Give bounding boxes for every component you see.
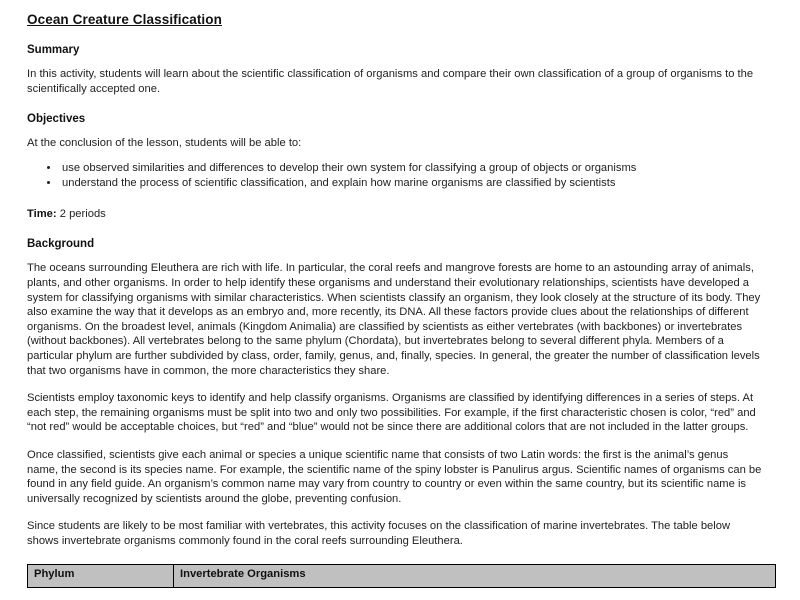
objectives-list xyxy=(27,161,762,191)
list-item: • use observed similarities and differences to develop their own system for classifying a group of objects or organisms xyxy=(60,161,762,176)
section-heading-summary: Summary xyxy=(27,44,80,56)
summary-paragraph: In this activity, students will learn about the scientific classification of organisms and compare their own classification of a group of organisms to the scientifically accepted one. xyxy=(27,68,754,95)
page-title: Ocean Creature Classification xyxy=(27,12,222,27)
background-paragraph-3: Once classified, scientists give each animal or species a unique scientific name that consists of two Latin words: the first is the animal’s genus name, the second is its species name. For example, the scientific name of the spiny lobster is Panulirus argus. Scientific names of organisms can be found in any field guide. An organism’s common name may vary from country to country or even within the same country, but its scientific name is universally recognized by scientists around the globe, preventing confusion. xyxy=(27,448,762,505)
objectives-intro: At the conclusion of the lesson, students will be able to: xyxy=(27,137,302,150)
table-header-phylum: Phylum xyxy=(28,565,174,588)
time-value: 2 periods xyxy=(59,207,106,220)
background-paragraph-1: The oceans surrounding Eleuthera are rich with life. In particular, the coral reefs and mangrove forests are home to an astounding array of animals, plants, and other organisms. In order to help identify these organisms and understand their evolutionary relationships, scientists have developed a system for classifying organisms with similar characteristics. When scientists classify an organism, they look closely at the structure of its body. They also examine the way that it develops as an embryo and, more recently, its DNA. All these factors provide clues about the relationships of different organisms. On the broadest level, animals (Kingdom Animalia) are classified by scientists as either vertebrates (with backbones) or invertebrates (without backbones). All vertebrates belong to the same phylum (Chordata), but invertebrates belong to several different phyla. Members of a particular phylum are further subdivided by class, order, family, genus, and, finally, species. In general, the greater the number of classification levels that two organisms have in common, the more characteristics they share. xyxy=(27,262,761,377)
background-paragraph-2: Scientists employ taxonomic keys to identify and help classify organisms. Organisms are classified by identifying differences in a series of steps. At each step, the remaining organisms must be split into two and only two possibilities. For example, if the first characteristic chosen is color, “red” and “not red” would be acceptable choices, but “red” and “blue” would not be since there are additional colors that are not included in the latter groups. xyxy=(27,392,756,434)
time-label: Time: xyxy=(27,207,57,220)
section-heading-background: Background xyxy=(27,238,95,251)
table-header-invertebrate-organisms: Invertebrate Organisms xyxy=(174,565,776,588)
background-paragraph-4: Since students are likely to be most familiar with vertebrates, this activity focuses on the classification of marine invertebrates. The table below shows invertebrate organisms commonly found in the coral reefs surrounding Eleuthera. xyxy=(27,520,731,547)
section-heading-objectives: Objectives xyxy=(27,113,86,126)
table-header-row xyxy=(28,565,776,588)
list-item: • understand the process of scientific classification, and explain how marine organisms are classified by scientists xyxy=(60,176,762,191)
time-line xyxy=(27,207,762,222)
invertebrate-table xyxy=(27,564,776,588)
